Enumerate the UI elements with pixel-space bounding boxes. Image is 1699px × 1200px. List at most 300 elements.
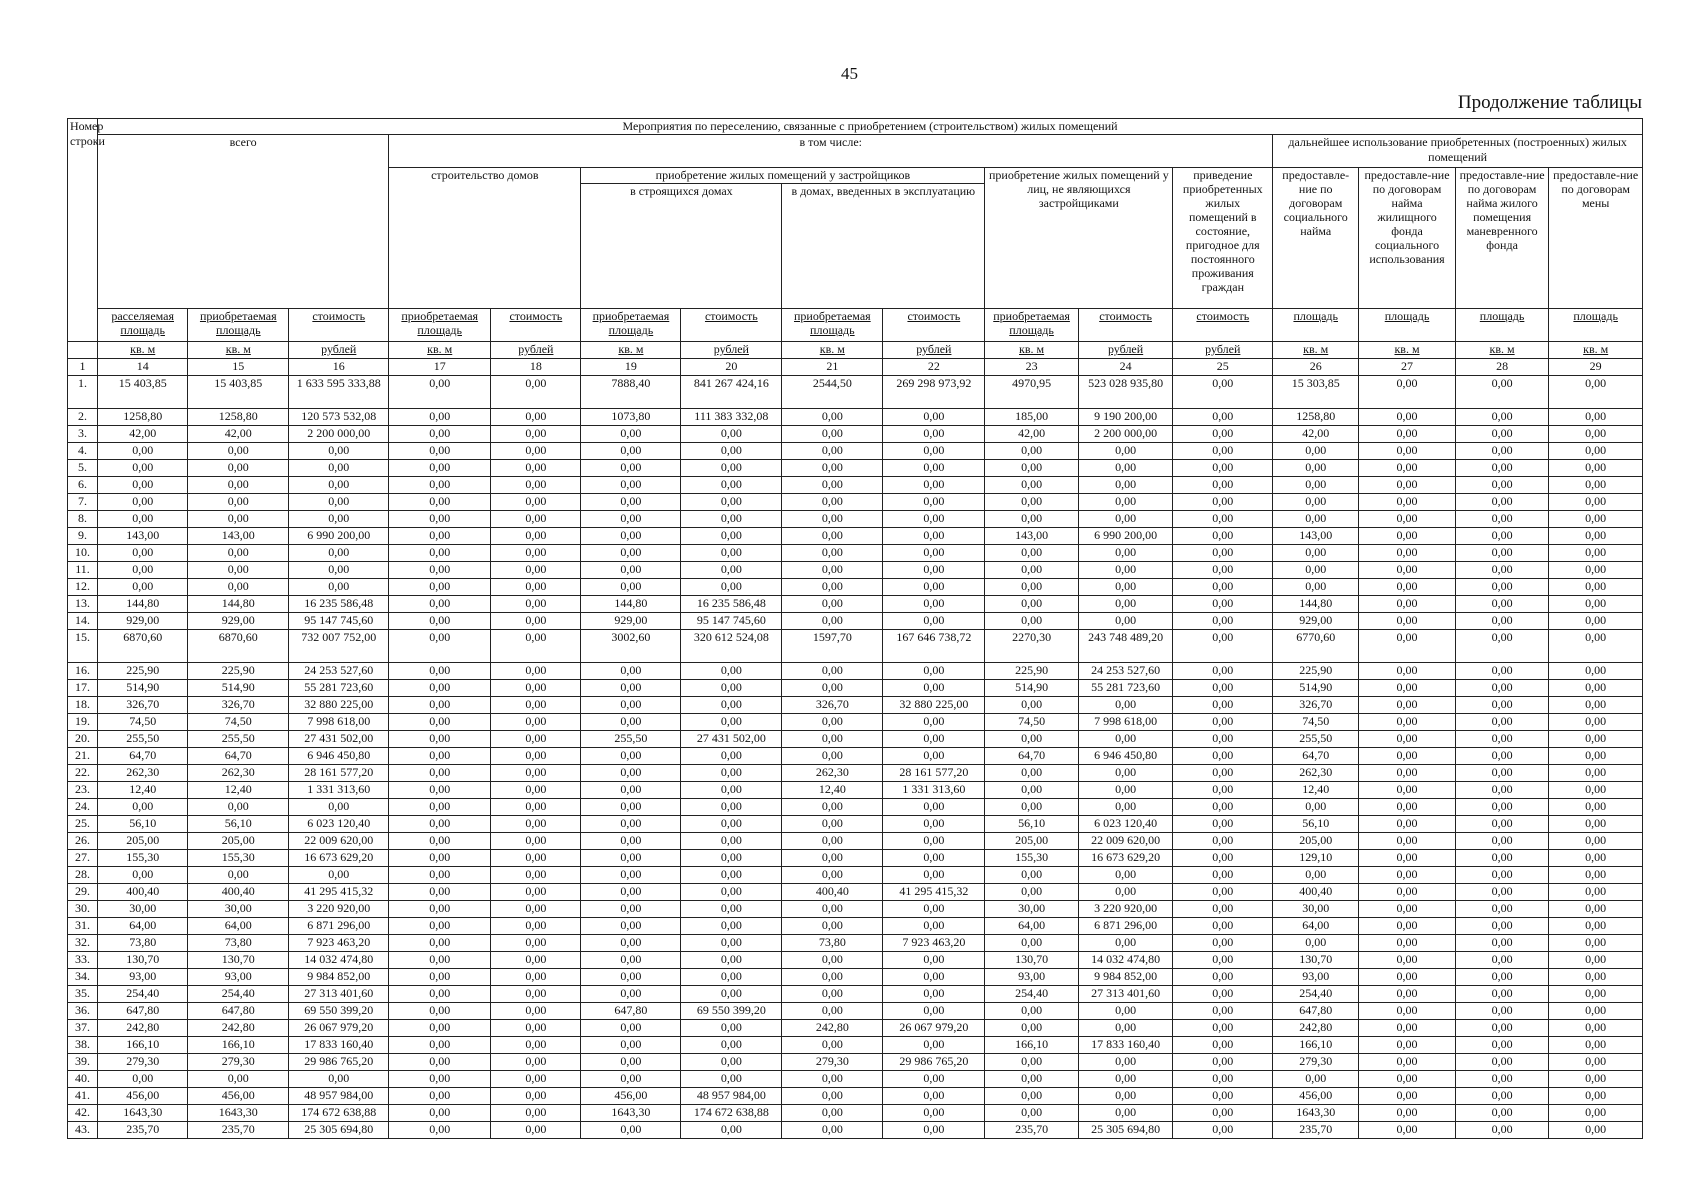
row-number-cell: 19.: [68, 714, 98, 731]
table-cell: 0,00: [1549, 1122, 1643, 1139]
table-cell: 0,00: [1173, 731, 1273, 748]
table-cell: 279,30: [1273, 1054, 1359, 1071]
column-unit: кв. м: [389, 342, 491, 359]
table-cell: 14 032 474,80: [1078, 952, 1173, 969]
header-row-number: Номер строки: [68, 119, 98, 342]
table-cell: 0,00: [1549, 918, 1643, 935]
table-cell: 0,00: [581, 562, 681, 579]
table-cell: 0,00: [1455, 901, 1548, 918]
table-cell: 0,00: [581, 1020, 681, 1037]
table-cell: 0,00: [581, 528, 681, 545]
table-cell: 242,80: [782, 1020, 883, 1037]
table-cell: 166,10: [985, 1037, 1078, 1054]
table-cell: 0,00: [1359, 613, 1456, 630]
table-row: [68, 969, 1643, 986]
row-number-cell: 14.: [68, 613, 98, 630]
table-cell: 0,00: [1173, 884, 1273, 901]
table-cell: 0,00: [782, 1088, 883, 1105]
table-cell: 17 833 160,40: [1078, 1037, 1173, 1054]
table-row: [68, 782, 1643, 799]
table-cell: 0,00: [1549, 816, 1643, 833]
table-cell: 0,00: [1455, 952, 1548, 969]
table-cell: 0,00: [883, 731, 985, 748]
table-row: [68, 867, 1643, 884]
column-unit: кв. м: [1455, 342, 1548, 359]
table-cell: 0,00: [1359, 511, 1456, 528]
row-number-cell: 32.: [68, 935, 98, 952]
table-cell: 0,00: [491, 1037, 581, 1054]
table-cell: 0,00: [782, 969, 883, 986]
column-number: 21: [782, 359, 883, 376]
table-cell: 0,00: [491, 1003, 581, 1020]
column-number: 26: [1273, 359, 1359, 376]
table-cell: 320 612 524,08: [681, 630, 782, 663]
table-cell: 0,00: [985, 511, 1078, 528]
table-cell: 6 946 450,80: [1078, 748, 1173, 765]
table-cell: 0,00: [1173, 1088, 1273, 1105]
table-cell: 0,00: [681, 884, 782, 901]
table-cell: 0,00: [581, 782, 681, 799]
column-unit: кв. м: [581, 342, 681, 359]
table-cell: 0,00: [389, 477, 491, 494]
table-cell: 0,00: [188, 1071, 289, 1088]
table-cell: 326,70: [98, 697, 188, 714]
row-number-cell: 41.: [68, 1088, 98, 1105]
table-cell: 255,50: [188, 731, 289, 748]
table-cell: 0,00: [782, 528, 883, 545]
table-row: [68, 1020, 1643, 1037]
column-unit: кв. м: [188, 342, 289, 359]
table-cell: 0,00: [389, 867, 491, 884]
table-cell: 95 147 745,60: [681, 613, 782, 630]
table-cell: 0,00: [883, 986, 985, 1003]
table-cell: 0,00: [98, 460, 188, 477]
table-cell: 0,00: [681, 1122, 782, 1139]
column-number: 25: [1173, 359, 1273, 376]
table-cell: 0,00: [1173, 1054, 1273, 1071]
table-cell: 0,00: [188, 511, 289, 528]
table-cell: 0,00: [389, 443, 491, 460]
table-cell: 0,00: [389, 545, 491, 562]
table-cell: 0,00: [1359, 1054, 1456, 1071]
table-row: [68, 409, 1643, 426]
table-cell: 130,70: [188, 952, 289, 969]
table-row: [68, 376, 1643, 409]
table-cell: 0,00: [782, 545, 883, 562]
table-cell: 929,00: [188, 613, 289, 630]
header-housing-rent: предоставле-ние по договорам найма жилищного фонда социального использования: [1359, 168, 1456, 309]
table-cell: 0,00: [782, 799, 883, 816]
table-cell: 326,70: [1273, 697, 1359, 714]
table-cell: 0,00: [782, 426, 883, 443]
table-cell: 9 984 852,00: [289, 969, 389, 986]
table-row: [68, 935, 1643, 952]
table-cell: 6 946 450,80: [289, 748, 389, 765]
header-purchase-non-developers: приобретение жилых помещений у лиц, не являющихся застройщиками: [985, 168, 1173, 309]
table-cell: 0,00: [491, 579, 581, 596]
table-cell: 0,00: [1455, 630, 1548, 663]
row-number-cell: 26.: [68, 833, 98, 850]
table-cell: 27 313 401,60: [289, 986, 389, 1003]
table-cell: 279,30: [188, 1054, 289, 1071]
table-cell: 0,00: [1455, 782, 1548, 799]
table-cell: 254,40: [188, 986, 289, 1003]
header-construction: строительство домов: [389, 168, 581, 309]
table-cell: 0,00: [1549, 833, 1643, 850]
table-cell: 0,00: [491, 613, 581, 630]
column-number: 1: [68, 359, 98, 376]
table-cell: 0,00: [491, 1071, 581, 1088]
table-cell: 0,00: [491, 663, 581, 680]
table-cell: 0,00: [491, 460, 581, 477]
table-cell: 0,00: [985, 613, 1078, 630]
column-number: 28: [1455, 359, 1548, 376]
table-cell: 0,00: [1549, 1105, 1643, 1122]
table-cell: 0,00: [581, 494, 681, 511]
table-cell: 235,70: [985, 1122, 1078, 1139]
table-cell: 0,00: [1359, 952, 1456, 969]
column-unit: рублей: [289, 342, 389, 359]
table-cell: 0,00: [883, 528, 985, 545]
table-cell: 0,00: [883, 545, 985, 562]
table-cell: 1258,80: [188, 409, 289, 426]
table-cell: 64,00: [985, 918, 1078, 935]
table-cell: 6870,60: [98, 630, 188, 663]
table-cell: 0,00: [681, 1054, 782, 1071]
table-cell: 0,00: [581, 579, 681, 596]
table-cell: 74,50: [1273, 714, 1359, 731]
table-cell: 0,00: [985, 799, 1078, 816]
table-cell: 27 431 502,00: [289, 731, 389, 748]
table-cell: 0,00: [1455, 731, 1548, 748]
table-cell: 0,00: [985, 477, 1078, 494]
table-cell: 254,40: [1273, 986, 1359, 1003]
row-number-cell: 23.: [68, 782, 98, 799]
table-cell: 0,00: [1173, 1037, 1273, 1054]
table-cell: 0,00: [1455, 426, 1548, 443]
table-cell: 0,00: [1173, 850, 1273, 867]
table-cell: 0,00: [1273, 494, 1359, 511]
table-cell: 0,00: [985, 443, 1078, 460]
table-cell: 0,00: [389, 376, 491, 409]
table-cell: 0,00: [188, 799, 289, 816]
table-cell: 0,00: [491, 782, 581, 799]
table-cell: 166,10: [188, 1037, 289, 1054]
table-cell: 0,00: [1549, 545, 1643, 562]
table-cell: 0,00: [1173, 918, 1273, 935]
table-cell: 55 281 723,60: [289, 680, 389, 697]
table-cell: 0,00: [985, 884, 1078, 901]
table-cell: 41 295 415,32: [289, 884, 389, 901]
table-cell: 0,00: [782, 1105, 883, 1122]
table-cell: 0,00: [491, 765, 581, 782]
table-cell: 0,00: [98, 579, 188, 596]
table-cell: 262,30: [782, 765, 883, 782]
table-row: [68, 1054, 1643, 1071]
table-cell: 0,00: [681, 1020, 782, 1037]
table-cell: 0,00: [681, 850, 782, 867]
table-row: [68, 1122, 1643, 1139]
column-unit: кв. м: [1359, 342, 1456, 359]
table-cell: 30,00: [98, 901, 188, 918]
table-cell: 0,00: [581, 697, 681, 714]
table-cell: 0,00: [883, 680, 985, 697]
table-cell: 22 009 620,00: [1078, 833, 1173, 850]
table-cell: 1258,80: [1273, 409, 1359, 426]
table-cell: 326,70: [188, 697, 289, 714]
table-cell: 0,00: [1455, 562, 1548, 579]
table-cell: 0,00: [1359, 918, 1456, 935]
table-cell: 0,00: [1078, 697, 1173, 714]
row-number-cell: 21.: [68, 748, 98, 765]
table-cell: 0,00: [1078, 884, 1173, 901]
table-cell: 0,00: [491, 426, 581, 443]
table-cell: 0,00: [883, 511, 985, 528]
table-cell: 0,00: [98, 477, 188, 494]
table-cell: 0,00: [389, 1071, 491, 1088]
table-cell: 16 673 629,20: [1078, 850, 1173, 867]
table-cell: 0,00: [581, 1037, 681, 1054]
table-cell: 456,00: [1273, 1088, 1359, 1105]
table-cell: 16 673 629,20: [289, 850, 389, 867]
table-cell: 0,00: [289, 443, 389, 460]
table-cell: 0,00: [883, 850, 985, 867]
table-cell: 0,00: [491, 528, 581, 545]
table-cell: 243 748 489,20: [1078, 630, 1173, 663]
table-cell: 0,00: [1549, 935, 1643, 952]
table-cell: 0,00: [1173, 511, 1273, 528]
table-cell: 0,00: [883, 443, 985, 460]
table-cell: 400,40: [188, 884, 289, 901]
table-cell: 0,00: [1455, 867, 1548, 884]
header-main-group: Мероприятия по переселению, связанные с приобретением (строительством) жилых помещений: [98, 119, 1643, 135]
table-cell: 0,00: [1455, 511, 1548, 528]
table-cell: 166,10: [1273, 1037, 1359, 1054]
table-cell: 22 009 620,00: [289, 833, 389, 850]
table-cell: 0,00: [389, 765, 491, 782]
table-cell: 0,00: [1549, 1071, 1643, 1088]
column-label: приобретаемая площадь: [985, 309, 1078, 342]
column-label: стоимость: [1173, 309, 1273, 342]
table-cell: 0,00: [681, 765, 782, 782]
table-cell: 0,00: [985, 1020, 1078, 1037]
table-cell: 0,00: [1273, 477, 1359, 494]
table-cell: 24 253 527,60: [1078, 663, 1173, 680]
table-cell: 269 298 973,92: [883, 376, 985, 409]
table-row: [68, 630, 1643, 663]
table-cell: 0,00: [491, 816, 581, 833]
column-unit: кв. м: [1273, 342, 1359, 359]
table-cell: 0,00: [1455, 969, 1548, 986]
table-cell: 0,00: [1455, 884, 1548, 901]
table-cell: 0,00: [985, 562, 1078, 579]
table-cell: 0,00: [1549, 714, 1643, 731]
table-cell: 64,70: [1273, 748, 1359, 765]
table-cell: 0,00: [581, 833, 681, 850]
column-label: приобретаемая площадь: [782, 309, 883, 342]
table-cell: 0,00: [782, 918, 883, 935]
table-cell: 0,00: [491, 511, 581, 528]
table-cell: 0,00: [1549, 426, 1643, 443]
table-cell: 0,00: [1549, 376, 1643, 409]
table-cell: 30,00: [1273, 901, 1359, 918]
table-cell: 7 998 618,00: [1078, 714, 1173, 731]
table-cell: 27 313 401,60: [1078, 986, 1173, 1003]
table-cell: 0,00: [1359, 782, 1456, 799]
table-cell: 0,00: [1078, 613, 1173, 630]
table-cell: 0,00: [98, 511, 188, 528]
resettlement-table: [67, 118, 1643, 1139]
table-cell: 0,00: [389, 613, 491, 630]
column-label: стоимость: [289, 309, 389, 342]
table-cell: 0,00: [985, 579, 1078, 596]
table-cell: 0,00: [1359, 545, 1456, 562]
table-cell: 130,70: [1273, 952, 1359, 969]
table-cell: 0,00: [491, 884, 581, 901]
table-cell: 0,00: [188, 579, 289, 596]
table-cell: 0,00: [782, 731, 883, 748]
table-cell: 0,00: [1173, 613, 1273, 630]
table-cell: 0,00: [491, 918, 581, 935]
row-number-cell: 8.: [68, 511, 98, 528]
table-cell: 0,00: [1455, 1020, 1548, 1037]
table-row: [68, 816, 1643, 833]
unit-blank: [68, 342, 98, 359]
table-cell: 225,90: [985, 663, 1078, 680]
table-cell: 0,00: [581, 663, 681, 680]
table-cell: 0,00: [389, 918, 491, 935]
table-row: [68, 663, 1643, 680]
table-cell: 0,00: [1455, 613, 1548, 630]
table-cell: 0,00: [681, 748, 782, 765]
table-cell: 7 998 618,00: [289, 714, 389, 731]
table-cell: 235,70: [188, 1122, 289, 1139]
table-cell: 73,80: [188, 935, 289, 952]
table-cell: 155,30: [98, 850, 188, 867]
table-cell: 0,00: [1078, 1020, 1173, 1037]
table-cell: 0,00: [1549, 765, 1643, 782]
table-cell: 0,00: [985, 731, 1078, 748]
table-cell: 0,00: [985, 596, 1078, 613]
table-cell: 3 220 920,00: [289, 901, 389, 918]
table-cell: 0,00: [1359, 1122, 1456, 1139]
row-number-cell: 5.: [68, 460, 98, 477]
table-cell: 0,00: [1173, 545, 1273, 562]
table-cell: 0,00: [389, 494, 491, 511]
table-cell: 0,00: [389, 460, 491, 477]
table-cell: 0,00: [1455, 918, 1548, 935]
table-cell: 262,30: [1273, 765, 1359, 782]
table-cell: 0,00: [581, 867, 681, 884]
table-cell: 0,00: [1173, 935, 1273, 952]
table-cell: 0,00: [1273, 545, 1359, 562]
table-row: [68, 477, 1643, 494]
table-cell: 0,00: [782, 1122, 883, 1139]
table-cell: 0,00: [581, 799, 681, 816]
table-cell: 3002,60: [581, 630, 681, 663]
table-cell: 56,10: [188, 816, 289, 833]
table-cell: 0,00: [1455, 765, 1548, 782]
table-cell: 0,00: [98, 799, 188, 816]
table-cell: 64,00: [1273, 918, 1359, 935]
table-cell: 0,00: [1078, 562, 1173, 579]
table-cell: 0,00: [1078, 579, 1173, 596]
table-cell: 0,00: [581, 935, 681, 952]
table-cell: 929,00: [581, 613, 681, 630]
table-cell: 225,90: [1273, 663, 1359, 680]
column-number: 15: [188, 359, 289, 376]
table-cell: 2 200 000,00: [289, 426, 389, 443]
table-cell: 0,00: [883, 952, 985, 969]
table-cell: 0,00: [1549, 782, 1643, 799]
table-cell: 4970,95: [985, 376, 1078, 409]
table-cell: 456,00: [581, 1088, 681, 1105]
table-cell: 0,00: [782, 901, 883, 918]
table-cell: 279,30: [98, 1054, 188, 1071]
table-cell: 0,00: [1549, 528, 1643, 545]
table-cell: 0,00: [389, 935, 491, 952]
table-row: [68, 765, 1643, 782]
table-cell: 0,00: [681, 511, 782, 528]
table-cell: 279,30: [782, 1054, 883, 1071]
header-maneuver-rent: предоставле-ние по договорам найма жилого помещения маневренного фонда: [1455, 168, 1548, 309]
table-cell: 0,00: [1359, 901, 1456, 918]
table-row: [68, 579, 1643, 596]
table-cell: 17 833 160,40: [289, 1037, 389, 1054]
table-cell: 0,00: [188, 443, 289, 460]
table-cell: 647,80: [581, 1003, 681, 1020]
table-cell: 0,00: [681, 680, 782, 697]
table-cell: 0,00: [883, 918, 985, 935]
table-cell: 0,00: [681, 867, 782, 884]
row-number-cell: 42.: [68, 1105, 98, 1122]
table-cell: 0,00: [1455, 579, 1548, 596]
table-cell: 0,00: [581, 511, 681, 528]
table-cell: 12,40: [1273, 782, 1359, 799]
table-cell: 0,00: [98, 545, 188, 562]
table-cell: 0,00: [1173, 1105, 1273, 1122]
table-cell: 16 235 586,48: [289, 596, 389, 613]
table-cell: 6770,60: [1273, 630, 1359, 663]
table-cell: 0,00: [985, 697, 1078, 714]
table-cell: 0,00: [389, 1054, 491, 1071]
row-number-cell: 6.: [68, 477, 98, 494]
table-cell: 0,00: [1359, 460, 1456, 477]
column-label: площадь: [1549, 309, 1643, 342]
table-cell: 0,00: [491, 596, 581, 613]
table-cell: 0,00: [1455, 1105, 1548, 1122]
table-cell: 6 990 200,00: [289, 528, 389, 545]
table-cell: 27 431 502,00: [681, 731, 782, 748]
table-row: [68, 731, 1643, 748]
table-cell: 0,00: [681, 1071, 782, 1088]
table-cell: 143,00: [985, 528, 1078, 545]
table-cell: 0,00: [491, 952, 581, 969]
table-cell: 326,70: [782, 697, 883, 714]
table-row: [68, 850, 1643, 867]
table-row: [68, 714, 1643, 731]
table-cell: 0,00: [581, 969, 681, 986]
table-cell: 0,00: [1359, 680, 1456, 697]
table-cell: 144,80: [1273, 596, 1359, 613]
table-cell: 15 303,85: [1273, 376, 1359, 409]
table-row: [68, 511, 1643, 528]
table-cell: 0,00: [985, 1003, 1078, 1020]
table-cell: 0,00: [1455, 1054, 1548, 1071]
table-cell: 0,00: [1078, 443, 1173, 460]
column-number: 16: [289, 359, 389, 376]
table-cell: 0,00: [985, 1054, 1078, 1071]
